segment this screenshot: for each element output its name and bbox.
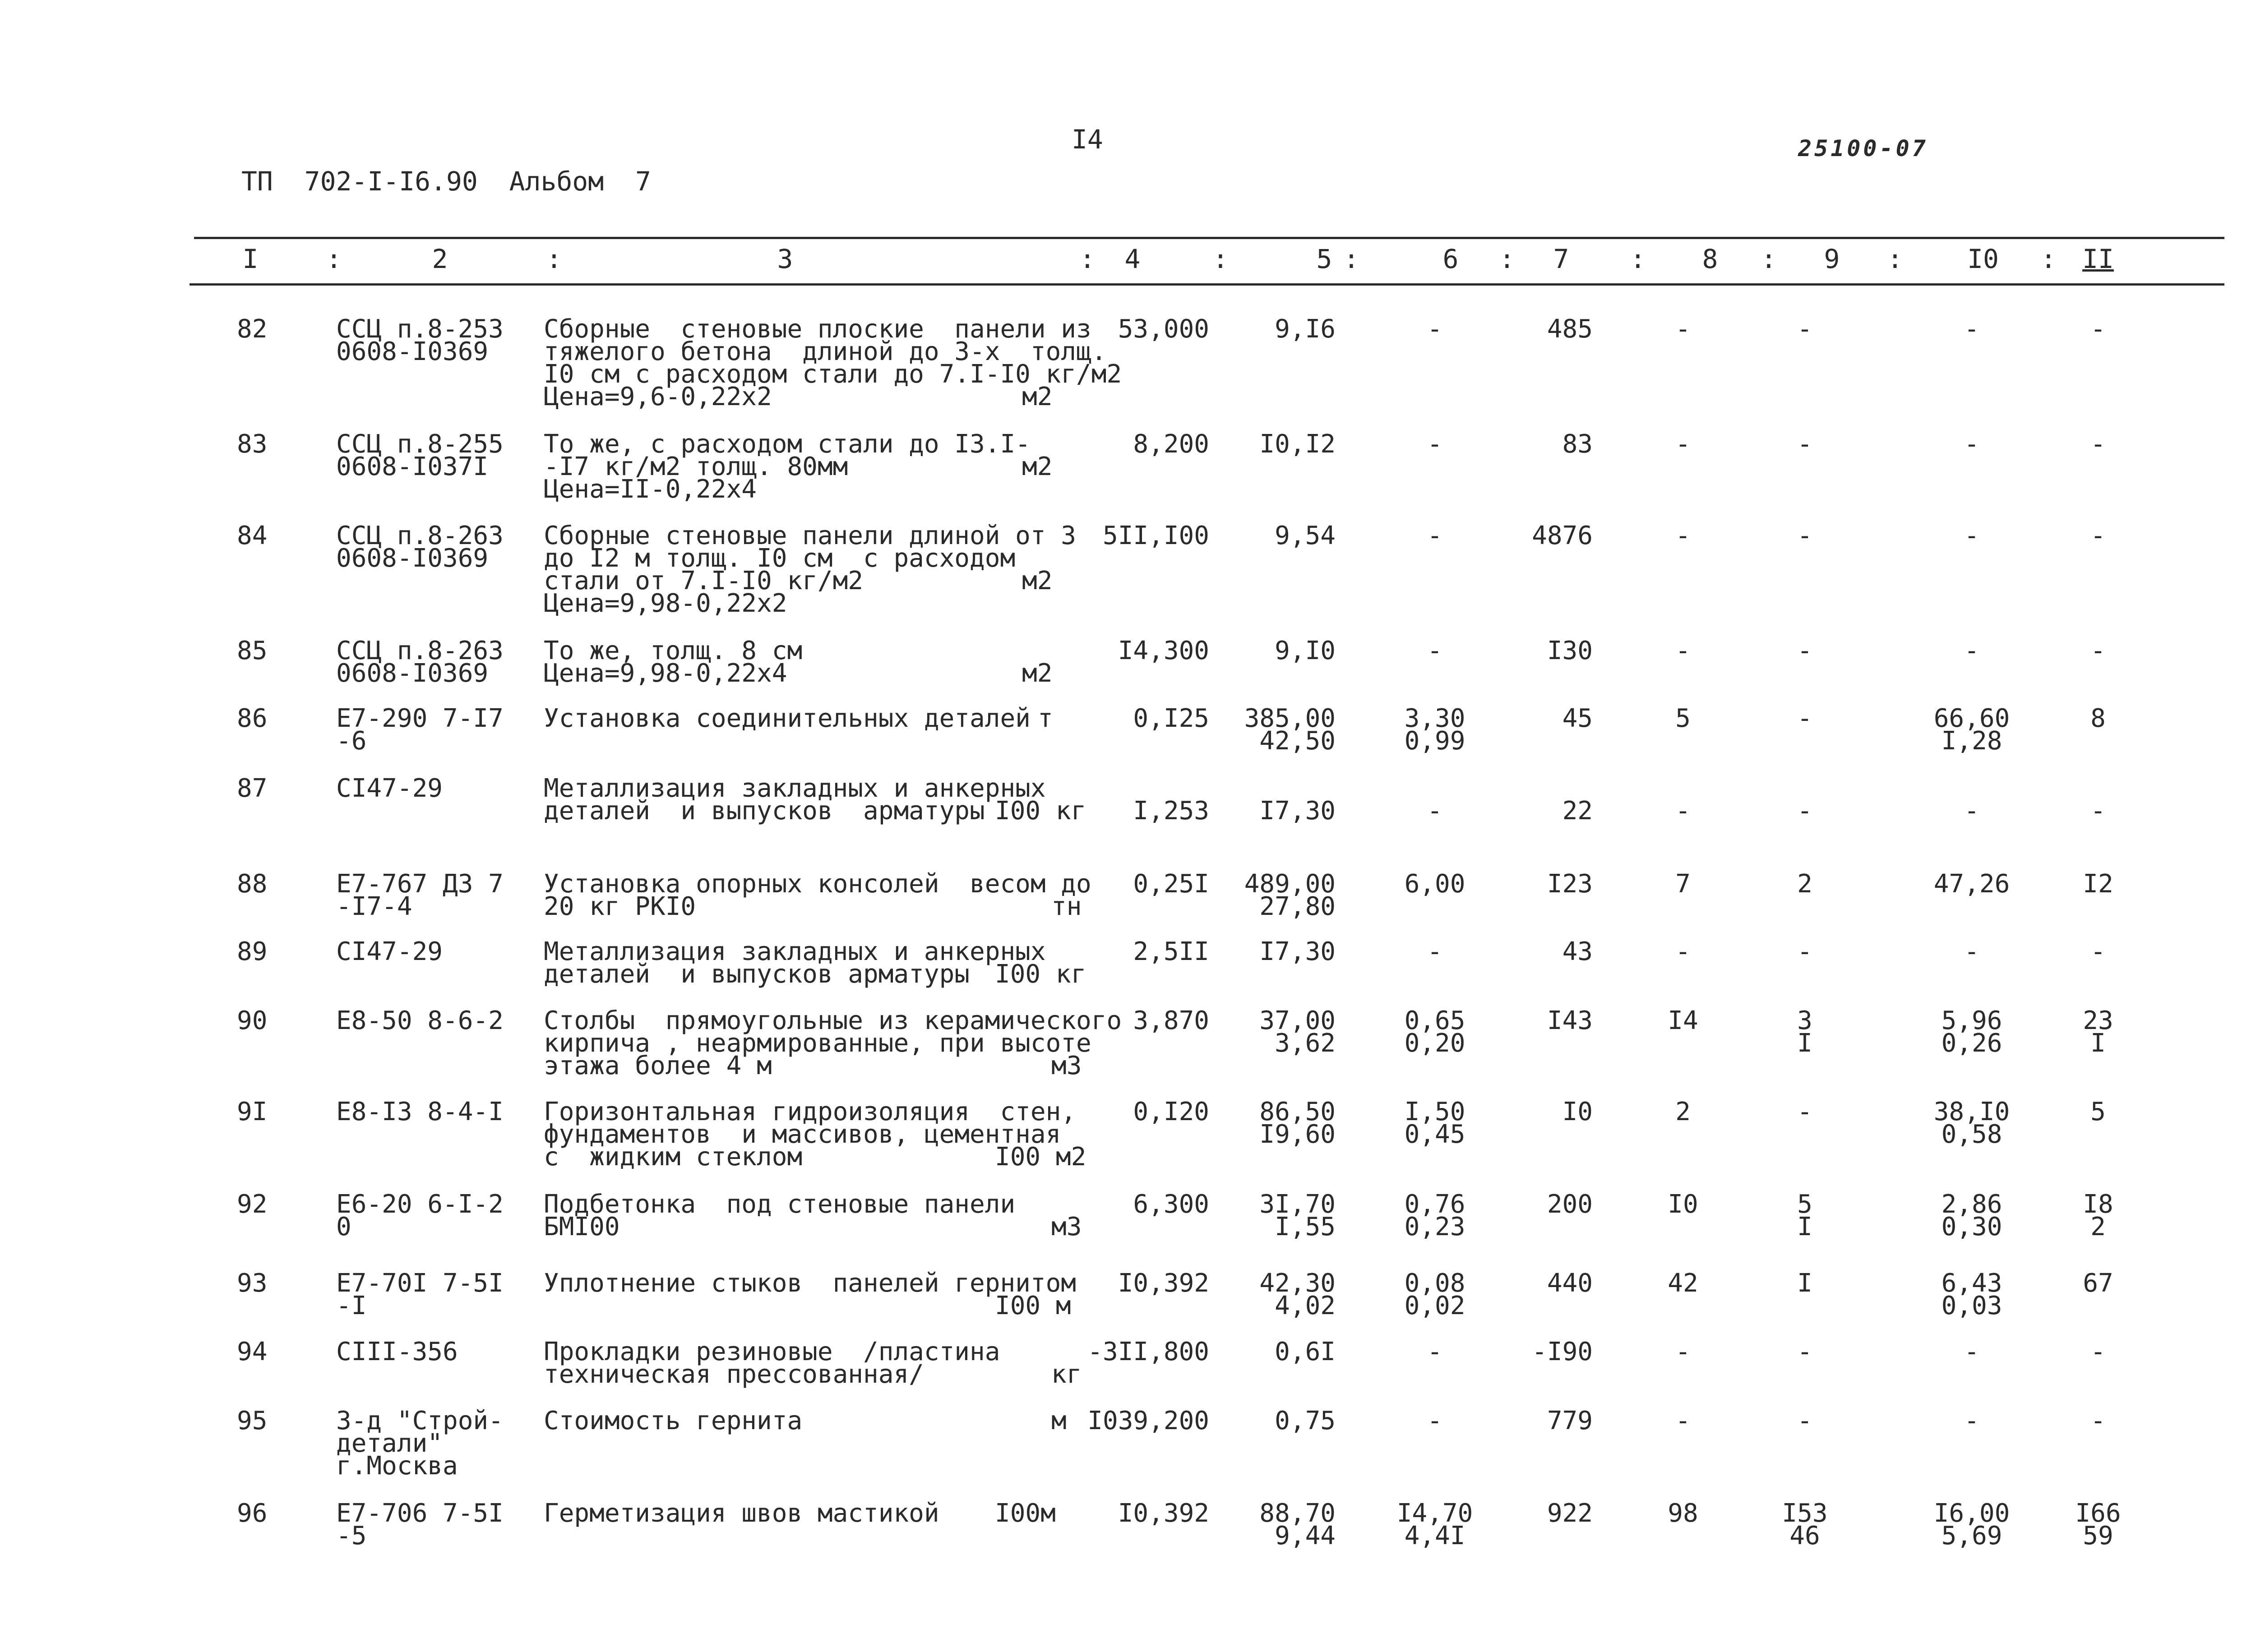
table-header-rule	[190, 283, 2224, 286]
quantity: 8,200	[1133, 429, 1209, 459]
col-11-value: 5	[2090, 1097, 2106, 1126]
col-9-value: 3 I	[1797, 1006, 1812, 1058]
col-8-value: -	[1675, 1406, 1691, 1435]
column-separator: :	[1887, 244, 1903, 274]
col-6-value: -	[1427, 636, 1442, 665]
column-separator: :	[2040, 244, 2057, 274]
quantity: I0,392	[1118, 1499, 1209, 1528]
col-6-value: -	[1427, 937, 1442, 966]
unit-cost: 0,75	[1275, 1406, 1336, 1435]
unit-of-measure: кг	[1051, 1360, 1082, 1389]
col-6-value: I4,70 4,4I	[1396, 1499, 1473, 1550]
rate-code: Е8-I3 8-4-I	[336, 1097, 504, 1126]
document-reference: ТП 702-I-I6.90 Альбом 7	[241, 166, 651, 197]
row-number: 94	[237, 1337, 268, 1366]
col-11-value: -	[2090, 521, 2106, 550]
column-separator: :	[546, 244, 562, 274]
work-description: Стоимость гернита	[544, 1406, 803, 1435]
column-separator: :	[1761, 244, 1777, 274]
unit-of-measure: т	[1038, 704, 1053, 733]
rate-code: ССЦ п.8-263 0608-I0369	[336, 636, 504, 688]
unit-cost: I7,30	[1259, 937, 1336, 966]
unit-cost: I7,30	[1259, 796, 1336, 826]
col-7-value: I0	[1562, 1097, 1593, 1126]
col-11-value: -	[2090, 796, 2106, 826]
col-9-value: -	[1797, 521, 1812, 550]
unit-cost: 9,I0	[1275, 636, 1336, 665]
col-7-value: 83	[1562, 429, 1593, 459]
rate-code: СI47-29	[336, 937, 443, 966]
col-8-value: I0	[1668, 1190, 1698, 1219]
col-9-value: -	[1797, 1097, 1812, 1126]
column-header-6: 6	[1442, 244, 1459, 274]
work-description: Сборные стеновые плоские панели из тяжелого бетона длиной до 3-х толщ. I0 см с расходом стали до 7.I-I0 кг/м2 Цена=9,6-0,22х2	[544, 314, 1122, 411]
col-6-value: I,50 0,45	[1404, 1097, 1465, 1149]
rate-code: З-д "Строй- детали" г.Москва	[336, 1406, 504, 1481]
unit-of-measure: м3	[1051, 1051, 1082, 1080]
col-8-value: -	[1675, 796, 1691, 826]
col-8-value: 7	[1675, 869, 1691, 899]
unit-of-measure: I00 м2	[995, 1142, 1086, 1172]
col-10-value: 38,I0 0,58	[1933, 1097, 2010, 1149]
col-8-value: 5	[1675, 704, 1691, 733]
col-7-value: 440	[1547, 1269, 1593, 1298]
col-9-value: -	[1797, 314, 1812, 344]
rate-code: Е7-70I 7-5I -I	[336, 1269, 504, 1320]
unit-cost: I0,I2	[1259, 429, 1336, 459]
quantity: -3II,800	[1087, 1337, 1209, 1366]
col-8-value: -	[1675, 1337, 1691, 1366]
column-header-7: 7	[1553, 244, 1569, 274]
col-8-value: -	[1675, 937, 1691, 966]
column-separator: :	[1212, 244, 1229, 274]
unit-cost: 42,30 4,02	[1259, 1269, 1336, 1320]
rate-code: ССЦ п.8-253 0608-I0369	[336, 314, 504, 366]
col-9-value: I	[1797, 1269, 1812, 1298]
row-number: 85	[237, 636, 268, 665]
unit-cost: 0,6I	[1275, 1337, 1336, 1366]
col-6-value: 0,08 0,02	[1404, 1269, 1465, 1320]
col-7-value: 4876	[1532, 521, 1593, 550]
col-7-value: 485	[1547, 314, 1593, 344]
col-9-value: -	[1797, 937, 1812, 966]
work-description: Металлизация закладных и анкерных деталей и выпусков арматуры	[544, 937, 1046, 989]
col-7-value: I43	[1547, 1006, 1593, 1035]
quantity: 5II,I00	[1102, 521, 1209, 550]
work-description: Установка соединительных деталей	[544, 704, 1031, 733]
unit-cost: 9,I6	[1275, 314, 1336, 344]
work-description: То же, толщ. 8 см Цена=9,98-0,22х4	[544, 636, 803, 688]
col-10-value: -	[1964, 1337, 1979, 1366]
work-description: Прокладки резиновые /пластина техническая прессованная/	[544, 1337, 1000, 1389]
quantity: 0,25I	[1133, 869, 1209, 899]
column-separator: :	[1343, 244, 1359, 274]
row-number: 93	[237, 1269, 268, 1298]
column-separator: :	[326, 244, 342, 274]
col-8-value: -	[1675, 314, 1691, 344]
col-10-value: -	[1964, 521, 1979, 550]
col-8-value: I4	[1668, 1006, 1698, 1035]
col-7-value: 43	[1562, 937, 1593, 966]
unit-cost: 489,00 27,80	[1244, 869, 1336, 921]
col-10-value: 6,43 0,03	[1941, 1269, 2002, 1320]
rate-code: Е8-50 8-6-2	[336, 1006, 504, 1035]
rate-code: Е7-767 ДЗ 7 -I7-4	[336, 869, 504, 921]
rate-code: Е7-706 7-5I -5	[336, 1499, 504, 1550]
column-header-3: 3	[777, 244, 793, 274]
column-header-11: II	[2082, 244, 2114, 274]
col-9-value: -	[1797, 704, 1812, 733]
col-10-value: 2,86 0,30	[1941, 1190, 2002, 1241]
col-6-value: -	[1427, 1337, 1442, 1366]
col-6-value: 0,76 0,23	[1404, 1190, 1465, 1241]
column-separator: :	[1079, 244, 1096, 274]
row-number: 90	[237, 1006, 268, 1035]
column-header-8: 8	[1702, 244, 1718, 274]
row-number: 86	[237, 704, 268, 733]
unit-cost: 385,00 42,50	[1244, 704, 1336, 756]
col-10-value: 5,96 0,26	[1941, 1006, 2002, 1058]
col-10-value: -	[1964, 429, 1979, 459]
table-top-rule	[194, 237, 2224, 239]
work-description: Горизонтальная гидроизоляция стен, фундаментов и массивов, цементная с жидким стеклом	[544, 1097, 1077, 1172]
column-header-4: 4	[1124, 244, 1141, 274]
col-7-value: 45	[1562, 704, 1593, 733]
unit-cost: 3I,70 I,55	[1259, 1190, 1336, 1241]
rate-code: Е7-290 7-I7 -6	[336, 704, 504, 756]
quantity: I0,392	[1118, 1269, 1209, 1298]
col-6-value: -	[1427, 314, 1442, 344]
quantity: 6,300	[1133, 1190, 1209, 1219]
col-6-value: 6,00	[1404, 869, 1465, 899]
work-description: То же, с расходом стали до I3.I- -I7 кг/м2 толщ. 80мм Цена=II-0,22х4	[544, 429, 1031, 504]
col-10-value: -	[1964, 314, 1979, 344]
work-description: Герметизация швов мастикой	[544, 1499, 939, 1528]
archive-stamp: 25100-07	[1798, 135, 1928, 162]
col-7-value: 922	[1547, 1499, 1593, 1528]
quantity: I039,200	[1087, 1406, 1209, 1435]
col-9-value: -	[1797, 1406, 1812, 1435]
col-10-value: -	[1964, 1406, 1979, 1435]
row-number: 82	[237, 314, 268, 344]
unit-cost: 9,54	[1275, 521, 1336, 550]
quantity: 53,000	[1118, 314, 1209, 344]
col-9-value: 5 I	[1797, 1190, 1812, 1241]
unit-of-measure: м	[1051, 1406, 1067, 1435]
quantity: 3,870	[1133, 1006, 1209, 1035]
col-6-value: 0,65 0,20	[1404, 1006, 1465, 1058]
col-10-value: -	[1964, 937, 1979, 966]
col-6-value: -	[1427, 429, 1442, 459]
quantity: 0,I25	[1133, 704, 1209, 733]
col-10-value: I6,00 5,69	[1933, 1499, 2010, 1550]
rate-code: Е6-20 6-I-2 0	[336, 1190, 504, 1241]
quantity: 0,I20	[1133, 1097, 1209, 1126]
col-11-value: I2	[2083, 869, 2113, 899]
work-description: Уплотнение стыков панелей гернитом	[544, 1269, 1077, 1298]
rate-code: ССЦ п.8-255 0608-I037I	[336, 429, 504, 481]
rate-code: СIII-356	[336, 1337, 458, 1366]
col-11-value: I66 59	[2075, 1499, 2121, 1550]
unit-of-measure: тн	[1051, 892, 1082, 921]
col-8-value: 42	[1668, 1269, 1698, 1298]
unit-of-measure: I00м	[995, 1499, 1056, 1528]
col-9-value: 2	[1797, 869, 1812, 899]
col-11-value: -	[2090, 937, 2106, 966]
col-11-value: I8 2	[2083, 1190, 2113, 1241]
column-header-10: I0	[1967, 244, 1999, 274]
col-11-value: 23 I	[2083, 1006, 2113, 1058]
col-11-value: -	[2090, 429, 2106, 459]
col-11-value: 67	[2083, 1269, 2113, 1298]
col-7-value: 779	[1547, 1406, 1593, 1435]
col-7-value: 200	[1547, 1190, 1593, 1219]
col-11-value: -	[2090, 1406, 2106, 1435]
column-separator: :	[1630, 244, 1646, 274]
unit-of-measure: м2	[1022, 659, 1053, 688]
col-6-value: -	[1427, 521, 1442, 550]
unit-of-measure: I00 м	[995, 1291, 1071, 1320]
row-number: 84	[237, 521, 268, 550]
col-7-value: I23	[1547, 869, 1593, 899]
unit-cost: 88,70 9,44	[1259, 1499, 1336, 1550]
work-description: Установка опорных консолей весом до 20 кг РКI0	[544, 869, 1091, 921]
unit-of-measure: м3	[1051, 1212, 1082, 1241]
row-number: 89	[237, 937, 268, 966]
col-8-value: -	[1675, 429, 1691, 459]
row-number: 96	[237, 1499, 268, 1528]
col-11-value: -	[2090, 636, 2106, 665]
quantity: 2,5II	[1133, 937, 1209, 966]
work-description: Сборные стеновые панели длиной от 3 до I2 м толщ. I0 см с расходом стали от 7.I-I0 кг/м2 Цена=9,98-0,22х2	[544, 521, 1077, 618]
unit-cost: 86,50 I9,60	[1259, 1097, 1336, 1149]
col-10-value: 47,26	[1933, 869, 2010, 899]
col-8-value: 98	[1668, 1499, 1698, 1528]
col-6-value: 3,30 0,99	[1404, 704, 1465, 756]
col-6-value: -	[1427, 1406, 1442, 1435]
col-8-value: -	[1675, 521, 1691, 550]
column-header-5: 5	[1316, 244, 1332, 274]
page-number: I4	[1072, 124, 1103, 155]
unit-of-measure: м2	[1022, 566, 1053, 595]
col-11-value: 8	[2090, 704, 2106, 733]
row-number: 83	[237, 429, 268, 459]
col-7-value: I30	[1547, 636, 1593, 665]
col-6-value: -	[1427, 796, 1442, 826]
col-9-value: -	[1797, 796, 1812, 826]
work-description: Металлизация закладных и анкерных деталей и выпусков арматуры	[544, 774, 1046, 826]
col-11-value: -	[2090, 314, 2106, 344]
col-9-value: -	[1797, 429, 1812, 459]
column-header-1: I	[242, 244, 259, 274]
col-9-value: -	[1797, 636, 1812, 665]
row-number: 87	[237, 774, 268, 803]
unit-of-measure: м2	[1022, 452, 1053, 481]
unit-of-measure: I00 кг	[995, 796, 1086, 826]
rate-code: ССЦ п.8-263 0608-I0369	[336, 521, 504, 573]
rate-code: СI47-29	[336, 774, 443, 803]
col-10-value: -	[1964, 636, 1979, 665]
col-8-value: -	[1675, 636, 1691, 665]
work-description: Столбы прямоугольные из керамического кирпича , неармированные, при высоте этажа более 4 м	[544, 1006, 1122, 1080]
col-9-value: I53 46	[1782, 1499, 1828, 1550]
unit-cost: 37,00 3,62	[1259, 1006, 1336, 1058]
quantity: I,253	[1133, 796, 1209, 826]
col-7-value: -I90	[1532, 1337, 1593, 1366]
row-number: 9I	[237, 1097, 268, 1126]
column-header-2: 2	[432, 244, 448, 274]
row-number: 92	[237, 1190, 268, 1219]
unit-of-measure: м2	[1022, 382, 1053, 411]
row-number: 95	[237, 1406, 268, 1435]
unit-of-measure: I00 кг	[995, 960, 1086, 989]
col-7-value: 22	[1562, 796, 1593, 826]
column-header-9: 9	[1824, 244, 1840, 274]
col-11-value: -	[2090, 1337, 2106, 1366]
column-separator: :	[1499, 244, 1515, 274]
col-9-value: -	[1797, 1337, 1812, 1366]
work-description: Подбетонка под стеновые панели БМI00	[544, 1190, 1016, 1241]
row-number: 88	[237, 869, 268, 899]
col-8-value: 2	[1675, 1097, 1691, 1126]
col-10-value: -	[1964, 796, 1979, 826]
col-10-value: 66,60 I,28	[1933, 704, 2010, 756]
quantity: I4,300	[1118, 636, 1209, 665]
